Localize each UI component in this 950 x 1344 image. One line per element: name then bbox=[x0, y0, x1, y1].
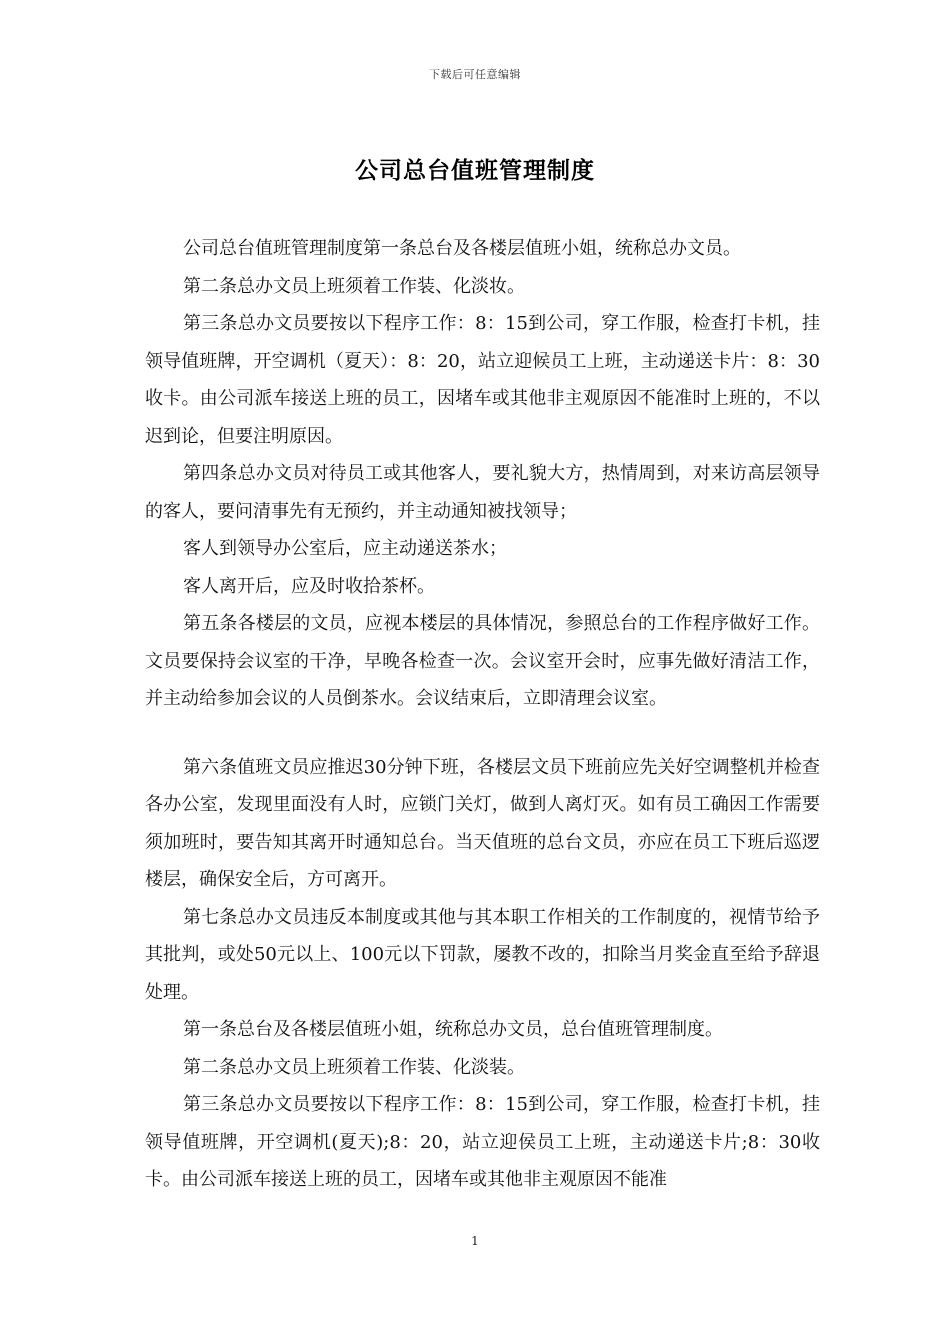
paragraph: 第二条总办文员上班须着工作装、化淡装。 bbox=[183, 1056, 525, 1078]
paragraph: 第一条总台及各楼层值班小姐，统称总办文员，总台值班管理制度。 bbox=[183, 1019, 723, 1040]
paragraph: 第七条总办文员违反本制度或其他与其本职工作相关的工作制度的，视情节给予其批判，或处50元以上、100元以下罚款，屡教不改的，扣除当月奖金直至给予辞退处理。 bbox=[145, 906, 820, 1003]
paragraph: 公司总台值班管理制度第一条总台及各楼层值班小姐，统称总办文员。 bbox=[183, 238, 741, 259]
paragraph: 第五条各楼层的文员，应视本楼层的具体情况，参照总台的工作程序做好工作。文员要保持会议室的干净，早晚各检查一次。会议室开会时，应事先做好清洁工作，并主动给参加会议的人员倒茶水。会议结束后，立即清理会议室。 bbox=[145, 613, 820, 709]
page-number: 1 bbox=[471, 1234, 479, 1248]
document-title: 公司总台值班管理制度 bbox=[355, 158, 595, 184]
paragraph: 客人离开后，应及时收拾茶杯。 bbox=[183, 575, 435, 597]
paragraph: 客人到领导办公室后，应主动递送茶水； bbox=[183, 538, 507, 559]
paragraph: 第三条总办文员要按以下程序工作：8：15到公司，穿工作服，检查打卡机，挂领导值班牌，开空调机(夏天);8：20，站立迎侯员工上班，主动递送卡片;8：30收卡。由公司派车接送上班的员工，因堵车或其他非主观原因不能准 bbox=[145, 1094, 820, 1190]
paragraph: 第二条总办文员上班须着工作装、化淡妆。 bbox=[183, 275, 525, 297]
header-note: 下载后可任意编辑 bbox=[429, 68, 521, 81]
paragraph: 第三条总办文员要按以下程序工作：8：15到公司，穿工作服，检查打卡机，挂领导值班牌，开空调机（夏天）：8：20，站立迎候员工上班，主动递送卡片：8：30收卡。由公司派车接送上班的员工，因堵车或其他非主观原因不能准时上班的，不以迟到论，但要注明原因。 bbox=[145, 313, 820, 447]
paragraph: 第四条总办文员对待员工或其他客人，要礼貌大方，热情周到，对来访高层领导的客人，要问清事先有无预约，并主动通知被找领导； bbox=[145, 463, 820, 522]
document-body bbox=[145, 230, 820, 1199]
paragraph: 第六条值班文员应推迟30分钟下班，各楼层文员下班前应先关好空调整机并检查各办公室，发现里面没有人时，应锁门关灯，做到人离灯灭。如有员工确因工作需要须加班时，要告知其离开时通知总台。当天值班的总台文员，亦应在员工下班后巡逻楼层，确保安全后，方可离开。 bbox=[145, 756, 820, 890]
